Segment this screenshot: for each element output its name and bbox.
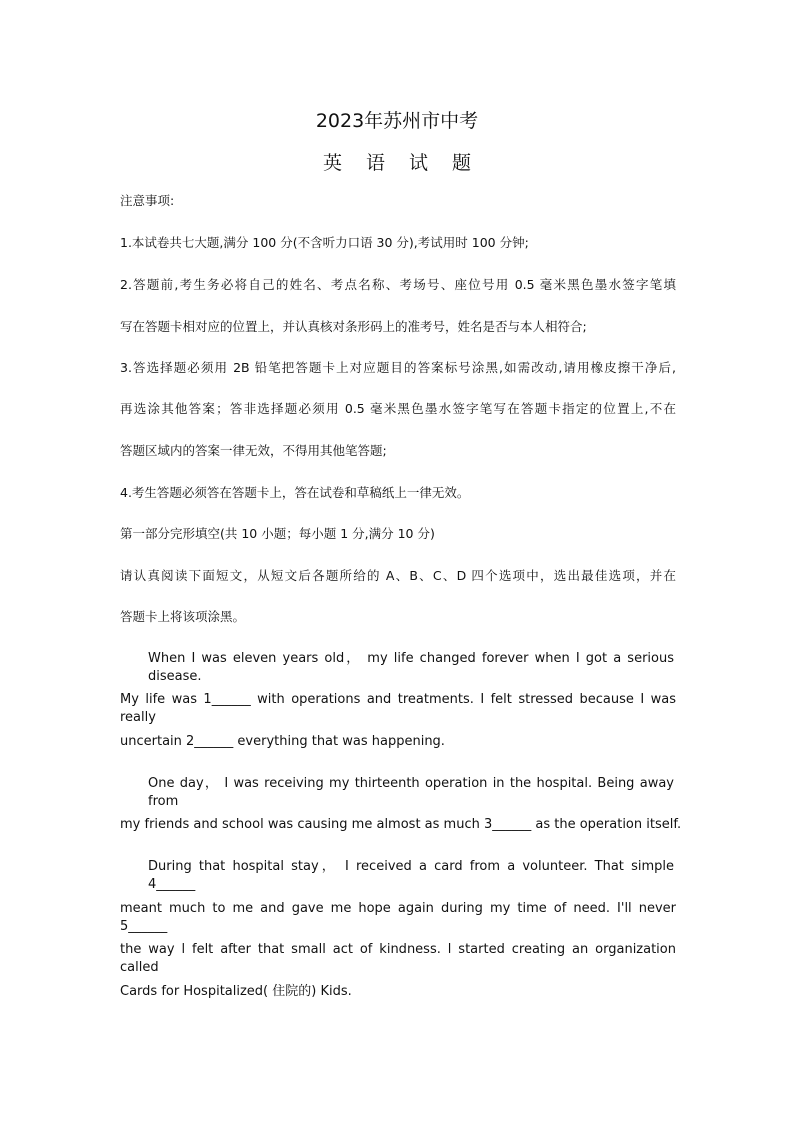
passage-line-8: the way l felt after that small act of kindness. l started creating an organization called — [120, 942, 676, 975]
subject-title: 英 语 试 题 — [322, 152, 481, 174]
instruction-line-1: 1.本试卷共七大题,满分 100 分(不含听力口语 30 分),考试用时 100 分钟; — [120, 235, 529, 250]
exam-title: 2023年苏州市中考 — [315, 110, 479, 132]
passage-line-9: Cards for Hospitalized( 住院的) Kids. — [120, 984, 352, 999]
instruction-line-7: 4.考生答题必须答在答题卡上，答在试卷和草稿纸上一律无效。 — [120, 485, 470, 500]
passage-line-7: meant much to me and gave me hope again during my time of need. I'll never 5______ — [120, 901, 676, 934]
instructions-heading: 注意事项: — [120, 193, 175, 208]
instruction-line-5: 再选涂其他答案；答非选择题必须用 0.5 毫米黑色墨水签字笔写在答题卡指定的位置上,不在 — [120, 401, 676, 416]
passage-line-3: uncertain 2______ everything that was happening. — [120, 734, 445, 749]
passage-line-5: my friends and school was causing me almost as much 3______ as the operation itself. — [120, 817, 682, 832]
instruction-line-6: 答题区域内的答案一律无效，不得用其他笔答题; — [120, 443, 387, 458]
instruction-line-2: 2.答题前,考生务必将自己的姓名、考点名称、考场号、座位号用 0.5 毫米黑色墨水签字笔填 — [120, 277, 676, 292]
passage-line-1: When I was eleven years old， my life changed forever when I got a serious disease. — [148, 651, 674, 684]
passage-line-2: My life was 1______ with operations and treatments. I felt stressed because I was really — [120, 692, 676, 725]
instruction-line-4: 3.答选择题必须用 2B 铅笔把答题卡上对应题目的答案标号涂黑,如需改动,请用橡皮擦干净后, — [120, 360, 676, 375]
section-heading: 第一部分完形填空(共 10 小题；每小题 1 分,满分 10 分) — [120, 526, 435, 541]
passage-line-4: One day， I was receiving my thirteenth operation in the hospital. Being away from — [148, 776, 674, 809]
section-directions-line-1: 请认真阅读下面短文，从短文后各题所给的 A、B、C、D 四个选项中，选出最佳选项，并在 — [120, 568, 676, 583]
passage-line-6: During that hospital stay， I received a card from a volunteer. That simple 4______ — [148, 859, 674, 892]
section-directions-line-2: 答题卡上将该项涂黑。 — [120, 609, 246, 624]
instruction-line-3: 写在答题卡相对应的位置上，并认真核对条形码上的准考号，姓名是否与本人相符合; — [120, 319, 587, 334]
